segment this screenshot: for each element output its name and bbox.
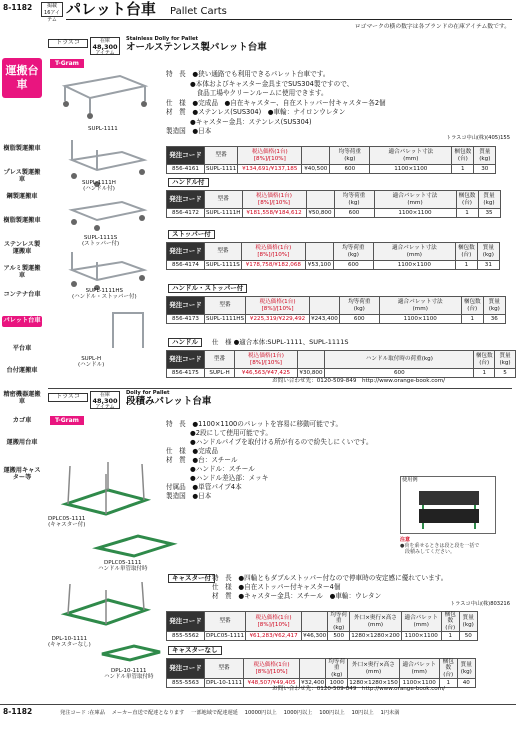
sidebar-item[interactable]: 台付運搬車 <box>6 367 38 374</box>
dolly-image <box>56 580 156 630</box>
info-line: お問い合わせ先：0120-509-849 http://www.orange-book.com/ <box>272 378 446 384</box>
img-label: DPL-10-1111 (キャスターなし) <box>48 636 91 649</box>
legend-item: 100円以上 <box>319 710 345 716</box>
img-label: DPL-10-1111 ハンドル単管取付時 <box>104 668 154 681</box>
footer-rule <box>0 704 516 705</box>
legend-item: 1000円以上 <box>283 710 313 716</box>
sidebar-item-active[interactable]: パレット台車 <box>2 316 42 327</box>
legend-item: 一部地域で配達遅延 <box>191 710 238 716</box>
table2: 発注コード 型番 税込価格(1台) [8%]/[10%] 均等荷重 (kg) 適合パレット寸法 (mm) 梱包数 (台) 質量 (kg) 856-4172 SUPL-1111H ¥181,558/¥184,612 ¥50,800 600 1100×1100 1 35 <box>166 190 501 218</box>
product-en: Stainless Dolly for Pallet <box>126 36 198 42</box>
stock-box: 在庫 48,300 アイテム <box>90 391 120 409</box>
sidebar-item[interactable]: 運搬用台車 <box>6 439 38 446</box>
stock-box: 在庫 48,300 アイテム <box>90 37 120 55</box>
img-label: SUPL-H (ハンドル) <box>78 356 105 369</box>
sidebar-item[interactable]: アルミ製運搬車 <box>3 265 41 279</box>
brand-label: トラスコ <box>48 39 88 48</box>
section2-header <box>48 391 512 411</box>
section1-specs: 特 長 ●狭い通路でも利用できるパレット台車です。 ●本体およびキャスター金具までSUS304製ですので、 食品工場やクリーンルームに使用できます。 仕 様 ●完成品 ●自在キャスター、自在ストッパー付キャスター各2個 材 質 ●ステンレス(SUS304) ●車輪：ナイロンウレタン ●キャスター金具：ステンレス(SUS304) 製造国 ●日本 <box>166 70 386 135</box>
img-label: DPLC05-1111 ハンドル単管取付時 <box>98 560 148 573</box>
table-row[interactable]: 856-4161 SUPL-1111 ¥134,691/¥137,185 ¥40,500 600 1100×1100 1 30 <box>167 165 496 174</box>
section2-specs: 特 長 ●1100×1100のパレットを容易に移動可能です。 ●2段にして使用可能です。 ●ハンドルパイプを取付ける所が有るので紛失しにくいです。 仕 様 ●完成品 材 質 ●台：スチール ●ハンドル：スチール ●ハンドル差込部：メッキ 付属品 ●単管パイプ4本 製造国 ●日本 <box>166 420 373 500</box>
table-caster: 発注コード 型番 税込価格(1台) [8%]/[10%] 均等荷重 (kg) 外口×奥行×高さ (mm) 適合パレット (mm) 梱包数 (台) 質量 (kg) 855-5562 DPLC05-1111 ¥61,283/¥62,417 ¥46,300 500 1280×1280×200 1100×1100 1 50 <box>166 611 478 641</box>
legend-item: 発注コード :在庫品 <box>60 710 105 716</box>
page-number-bottom: 8-1182 <box>3 707 33 716</box>
use-example-image <box>401 485 495 533</box>
brand-label: トラスコ <box>48 393 88 402</box>
table-row[interactable]: 856-4172 SUPL-1111H ¥181,558/¥184,612 ¥50,800 600 1100×1100 1 35 <box>167 209 501 218</box>
sidebar <box>0 20 44 710</box>
table-row[interactable]: 855-5562 DPLC05-1111 ¥61,283/¥62,417 ¥46,300 500 1280×1280×200 1100×1100 1 50 <box>167 632 478 641</box>
page-number-top: 8-1182 <box>3 3 33 12</box>
brand-note: ロゴマークの横の数字は各ブランドの在庫アイテム数です。 <box>354 24 510 30</box>
product-en: Dolly for Pallet <box>126 390 170 396</box>
img-label: SUPL-1111HS (ハンドル・ストッパー付) <box>72 288 137 301</box>
sidebar-main[interactable]: 運搬台車 <box>2 58 42 98</box>
sidebar-item[interactable]: カゴ車 <box>12 417 32 424</box>
dolly-image <box>56 460 156 520</box>
variant-label: ハンドル <box>168 338 202 347</box>
page-title-en: Pallet Carts <box>170 6 227 17</box>
cart-image <box>62 196 152 236</box>
sidebar-item[interactable]: プレス製運搬車 <box>3 169 41 183</box>
cart-image <box>50 66 150 126</box>
sidebar-item[interactable]: ステンレス製運搬車 <box>3 241 41 255</box>
page-title: パレット台車 <box>66 0 156 18</box>
dolly-image <box>96 636 166 666</box>
dim-note: トラスコ中山(株)(405)155 <box>445 135 510 141</box>
handle-image <box>108 308 148 353</box>
sidebar-item[interactable]: 平台車 <box>12 345 32 352</box>
table-row[interactable]: 855-5563 DPL-10-1111 ¥48,507/¥49,405 ¥32,400 1000 1280×1280×150 1100×1100 1 40 <box>167 679 476 688</box>
dim-note: トラスコ中山(株)803216 <box>449 601 510 607</box>
tgram-logo: T-Gram <box>50 416 84 425</box>
handle-table: 発注コード 型番 税込価格(1台) [8%]/[10%] ハンドル取付時の荷重(kg) 梱包数 (台) 質量 (kg) 856-4175 SUPL-H ¥46,563/¥47,425 ¥30,800 600 1 5 <box>166 350 516 378</box>
dolly-image <box>90 520 180 560</box>
legend-item: 10円以上 <box>351 710 374 716</box>
table3: 発注コード 型番 税込価格(1台) [8%]/[10%] 均等荷重 (kg) 適合パレット寸法 (mm) 梱包数 (台) 質量 (kg) 856-4174 SUPL-1111S ¥178,758/¥182,068 ¥53,100 600 1100×1100 1 31 <box>166 242 500 270</box>
table4: 発注コード 型番 税込価格(1台) [8%]/[10%] 均等荷重 (kg) 適合パレット寸法 (mm) 梱包数 (台) 質量 (kg) 856-4173 SUPL-1111HS ¥225,319/¥229,492 ¥243,400 600 1100×1100 1 36 <box>166 296 506 324</box>
variant-label: ストッパー付 <box>168 230 215 239</box>
section1-header <box>48 36 512 56</box>
table-row[interactable]: 856-4175 SUPL-H ¥46,563/¥47,425 ¥30,800 600 1 5 <box>167 369 516 378</box>
stock-badge: 掲載 16アイテム <box>41 2 63 17</box>
variant-label: キャスター付 <box>168 574 215 583</box>
sidebar-item[interactable]: 鋼製運搬車 <box>6 193 38 200</box>
sidebar-item[interactable]: 運搬用キャスター等 <box>3 467 41 481</box>
table-row[interactable]: 856-4174 SUPL-1111S ¥178,758/¥182,068 ¥53,100 600 1100×1100 1 31 <box>167 261 500 270</box>
product-name: オールステンレス製パレット台車 <box>126 42 267 53</box>
table-nocaster: 発注コード 型番 税込価格(1台) [8%]/[10%] 均等荷重 (kg) 外口×奥行×高さ (mm) 適合パレット (mm) 梱包数 (台) 質量 (kg) 855-5563 DPL-10-1111 ¥48,507/¥49,405 ¥32,400 1000 1280×1280×150 1100×1100 1 40 <box>166 658 476 688</box>
sidebar-item[interactable]: コンテナ台車 <box>3 291 41 298</box>
table1-header: 発注コード 型番 税込価格(1台) [8%]/[10%] 均等荷重 (kg) 適合パレット寸法 (mm) 梱包数 (台) 質量 (kg) 856-4161 SUPL-1111 ¥134,691/¥137,185 ¥40,500 600 1100×1100 1 30 <box>166 146 496 174</box>
legend-item: 10000円以上 <box>244 710 277 716</box>
product-name: 段積みパレット台車 <box>126 396 212 407</box>
img-label: SUPL-1111H (ハンドル付) <box>82 180 116 193</box>
sidebar-item[interactable]: 樹脂製運搬車 <box>3 217 41 224</box>
sidebar-item[interactable]: 樹脂製運搬車 <box>3 145 41 152</box>
sidebar-item[interactable]: 精密機器運搬車 <box>3 391 41 405</box>
use-example: 使用例 <box>400 476 496 534</box>
caster-specs: 特 長 ●四輪ともダブルストッパー付なので停車時の安定感に優れています。 仕 様 ●自在ストッパー付キャスター4個 材 質 ●キャスター金具：スチール ●車輪：ウレタン <box>212 574 448 600</box>
img-label: SUPL-1111S (ストッパー付) <box>82 235 120 248</box>
info-line: お問い合わせ先：0120-509-849 http://www.orange-book.com/ <box>272 686 446 692</box>
legend-item: メーカー直送で配達となります <box>111 710 185 716</box>
tgram-logo: T-Gram <box>50 59 84 68</box>
img-label: DPLC05-1111 (キャスター付) <box>48 516 86 529</box>
cart-image <box>62 250 152 290</box>
title-rule <box>66 19 512 20</box>
table-row[interactable]: 856-4173 SUPL-1111HS ¥225,319/¥229,492 ¥243,400 600 1100×1100 1 36 <box>167 315 506 324</box>
handle-spec: 仕 様 ●適合本体:SUPL-1111、SUPL-1111S <box>212 338 349 346</box>
caution-box: 注意 ●荷を乗せるときは段と段を一括で 段積みしてください。 <box>400 537 480 555</box>
section-divider <box>48 388 512 389</box>
legend-item: 1円未満 <box>380 710 400 716</box>
img-label: SUPL-1111 <box>88 126 118 132</box>
variant-label: ハンドル付 <box>168 178 209 187</box>
legend <box>60 711 399 717</box>
variant-label: キャスターなし <box>168 646 222 655</box>
variant-label: ハンドル・ストッパー付 <box>168 284 247 293</box>
